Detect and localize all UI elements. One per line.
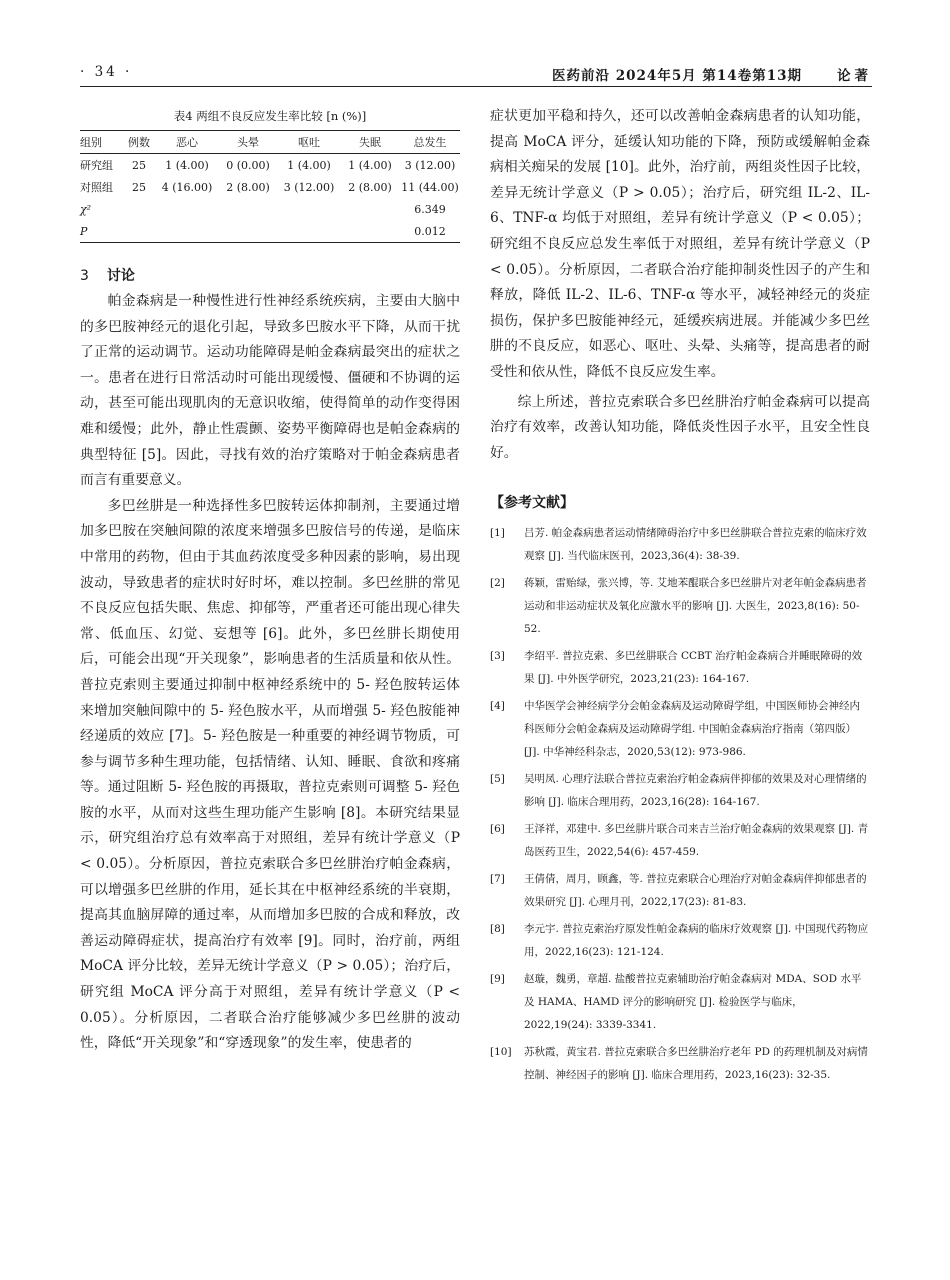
table-cell: 25 bbox=[132, 158, 146, 172]
references-heading: 【参考文献】 bbox=[490, 495, 574, 512]
reference-number: [5] bbox=[490, 773, 505, 786]
table-cell: 1 (4.00) bbox=[165, 158, 209, 172]
table-header: 头晕 bbox=[218, 131, 278, 154]
table-cell: χ² bbox=[80, 202, 92, 216]
section-title: 讨论 bbox=[106, 268, 135, 284]
reference-item bbox=[490, 695, 870, 764]
discussion-paragraph: 多巴丝肼是一种选择性多巴胺转运体抑制剂，主要通过增加多巴胺在突触间隙的浓度来增强多巴胺信号的传递，是临床中常用的药物，但由于其血药浓度受多种因素的影响，易出现波动，导致患者的症状时好时坏，难以控制。多巴丝肼的常见不良反应包括失眠、焦虑、抑郁等，严重者还可能出现心律失常、低血压、幻觉、妄想等 [6]。此外，多巴丝肼长期使用后，可能会出现“开关现象”，影响患者的生活质量和依从性。普拉克索则主要通过抑制中枢神经系统中的 5- 羟色胺转运体来增加突触间隙中的 5- 羟色胺水平，从而增强 5- 羟色胺能神经递质的效应 [7]。5- 羟色胺是一种重要的神经调节物质，可参与调节多种生理功能，包括情绪、认知、睡眠、食欲和疼痛等。通过阻断 5- 羟色胺的再摄取，普拉克索则可调整 5- 羟色胺的水平，从而对这些生理功能产生影响 [8]。本研究结果显示，研究组治疗总有效率高于对照组，差异有统计学意义（P < 0.05）。分析原因，普拉克索联合多巴丝肼治疗帕金森病，可以增强多巴丝肼的作用，延长其在中枢神经系统的半衰期，提高其血脑屏障的通过率，从而增加多巴胺的合成和释放，改善运动障碍症状，提高治疗有效率 [9]。同时，治疗前，两组 MoCA 评分比较，差异无统计学意义（P > 0.05）；治疗后，研究组 MoCA 评分高于对照组，差异有统计学意义（P < 0.05）。分析原因，二者联合治疗能够减少多巴丝肼的波动性，降低“开关现象”和“穿透现象”的发生率，使患者的 bbox=[80, 497, 460, 1052]
table-cell bbox=[340, 220, 400, 243]
reference-text: 蒋颖，雷贻绿，张兴博，等. 艾地苯醌联合多巴丝肼片对老年帕金森病患者运动和非运动症状及氧化应激水平的影响 [J]. 大医生，2023,8(16): 50-52. bbox=[524, 577, 867, 636]
table-cell: 25 bbox=[132, 180, 146, 194]
table-cell bbox=[156, 220, 218, 243]
reference-item bbox=[490, 522, 870, 568]
reference-number: [9] bbox=[490, 973, 505, 986]
table-row bbox=[80, 176, 460, 198]
conclusion-paragraph: 综上所述，普拉克索联合多巴丝肼治疗帕金森病可以提高治疗有效率，改善认知功能，降低炎性因子水平，且安全性良好。 bbox=[490, 393, 870, 461]
table-header: 组别 bbox=[80, 131, 122, 154]
reference-item bbox=[490, 818, 870, 864]
reference-number: [1] bbox=[490, 527, 505, 540]
reference-text: 王倩倩，周月，顾鑫，等. 普拉克索联合心理治疗对帕金森病伴抑郁患者的效果研究 [J]. 心理月刊，2022,17(23): 81-83. bbox=[524, 873, 867, 909]
reference-item bbox=[490, 1041, 870, 1087]
table-cell bbox=[122, 220, 156, 243]
discussion-heading bbox=[80, 265, 460, 285]
table-row bbox=[80, 198, 460, 220]
reference-item bbox=[490, 968, 870, 1037]
table-cell: P bbox=[80, 220, 122, 243]
page-header bbox=[80, 62, 872, 86]
reference-number: [2] bbox=[490, 577, 505, 590]
table-cell bbox=[218, 198, 278, 220]
table-caption: 表4 两组不良反应发生率比较 [n (%)] bbox=[173, 109, 367, 123]
reference-text: 苏秋霞，黄宝君. 普拉克索联合多巴丝肼治疗老年 PD 的药理机制及对病情控制、神经因子的影响 [J]. 临床合理用药，2023,16(23): 32-35. bbox=[524, 1046, 868, 1082]
reference-item bbox=[490, 768, 870, 814]
table-cell bbox=[278, 198, 340, 220]
table-cell: 3 (12.00) bbox=[283, 180, 335, 194]
section-number: 3 bbox=[80, 268, 89, 284]
discussion-paragraph: 帕金森病是一种慢性进行性神经系统疾病，主要由大脑中的多巴胺神经元的退化引起，导致多巴胺水平下降，从而干扰了正常的运动调节。运动功能障碍是帕金森病最突出的症状之一。患者在进行日常活动时可能出现缓慢、僵硬和不协调的运动，甚至可能出现肌肉的无意识收缩，使得简单的动作变得困难和缓慢；此外，静止性震颤、姿势平衡障碍也是帕金森病的典型特征 [5]。因此，寻找有效的治疗策略对于帕金森病患者而言有重要意义。 bbox=[80, 293, 460, 489]
table-header-row bbox=[80, 131, 460, 154]
table-header: 总发生 bbox=[400, 131, 460, 154]
reference-text: 吕芳. 帕金森病患者运动情绪障碍治疗中多巴丝肼联合普拉克索的临床疗效观察 [J]. 当代临床医刊，2023,36(4): 38-39. bbox=[524, 527, 867, 563]
table-header: 例数 bbox=[122, 131, 156, 154]
reference-item bbox=[490, 645, 870, 691]
left-column bbox=[80, 104, 460, 1057]
table-header: 呕吐 bbox=[278, 131, 340, 154]
reference-number: [10] bbox=[490, 1046, 512, 1059]
journal-info: 医药前沿 2024年5月 第14卷第13期 bbox=[552, 68, 802, 84]
table-cell bbox=[278, 220, 340, 243]
table-cell: 研究组 bbox=[80, 159, 113, 172]
table-cell: 2 (8.00) bbox=[226, 180, 270, 194]
section-label: 论著 bbox=[837, 68, 872, 84]
table-cell: 0.012 bbox=[400, 220, 460, 243]
table-cell: 2 (8.00) bbox=[348, 180, 392, 194]
reference-number: [6] bbox=[490, 823, 505, 836]
reference-number: [7] bbox=[490, 873, 505, 886]
table-cell bbox=[218, 220, 278, 243]
table-cell: 对照组 bbox=[80, 181, 113, 194]
adverse-reaction-table bbox=[80, 130, 460, 243]
table-header: 失眠 bbox=[340, 131, 400, 154]
table-cell bbox=[156, 198, 218, 220]
reference-item bbox=[490, 572, 870, 641]
header-rule bbox=[80, 86, 872, 87]
table-row bbox=[80, 154, 460, 177]
reference-number: [4] bbox=[490, 700, 505, 713]
table-cell: 0 (0.00) bbox=[226, 158, 270, 172]
reference-text: 中华医学会神经病学分会帕金森病及运动障碍学组，中国医师协会神经内科医师分会帕金森病及运动障碍学组. 中国帕金森病治疗指南（第四版）[J]. 中华神经科杂志，2020,53(12): 973-986. bbox=[524, 700, 860, 759]
reference-item bbox=[490, 918, 870, 964]
table-cell: 4 (16.00) bbox=[161, 180, 213, 194]
reference-number: [8] bbox=[490, 923, 505, 936]
table-cell bbox=[340, 198, 400, 220]
reference-text: 吴明凤. 心理疗法联合普拉克索治疗帕金森病伴抑郁的效果及对心理情绪的影响 [J]. 临床合理用药，2023,16(28): 164-167. bbox=[524, 773, 867, 809]
table-cell bbox=[122, 198, 156, 220]
page-number: · 34 · bbox=[80, 64, 133, 80]
table-cell: 11 (44.00) bbox=[401, 180, 459, 194]
reference-text: 李绍平. 普拉克索、多巴丝肼联合 CCBT 治疗帕金森病合并睡眠障碍的效果 [J]. 中外医学研究，2023,21(23): 164-167. bbox=[524, 650, 863, 686]
table-row bbox=[80, 220, 460, 243]
reference-text: 赵璇，魏勇，章超. 盐酸普拉克索辅助治疗帕金森病对 MDA、SOD 水平及 HAMA、HAMD 评分的影响研究 [J]. 检验医学与临床，2022,19(24): 3339-3341. bbox=[524, 973, 862, 1032]
table-cell: 6.349 bbox=[414, 202, 446, 216]
table-cell: 1 (4.00) bbox=[348, 158, 392, 172]
reference-list bbox=[490, 522, 870, 1087]
reference-item bbox=[490, 868, 870, 914]
table-header: 恶心 bbox=[156, 131, 218, 154]
reference-text: 李元宇. 普拉克索治疗原发性帕金森病的临床疗效观察 [J]. 中国现代药物应用，2022,16(23): 121-124. bbox=[524, 923, 869, 959]
reference-number: [3] bbox=[490, 650, 505, 663]
reference-text: 王泽祥，邓建中. 多巴丝肼片联合司来吉兰治疗帕金森病的效果观察 [J]. 青岛医药卫生，2022,54(6): 457-459. bbox=[524, 823, 869, 859]
discussion-paragraph: 症状更加平稳和持久，还可以改善帕金森病患者的认知功能，提高 MoCA 评分，延缓认知功能的下降，预防或缓解帕金森病相关痴呆的发展 [10]。此外，治疗前，两组炎性因子比较，差异无统计学意义（P > 0.05）；治疗后，研究组 IL-2、IL-6、TNF-α 均低于对照组，差异有统计学意义（P < 0.05）；研究组不良反应总发生率低于对照组，差异有统计学意义（P < 0.05）。分析原因，二者联合治疗能抑制炎性因子的产生和释放，降低 IL-2、IL-6、TNF-α 等水平，减轻神经元的炎症损伤，保护多巴胺能神经元，延缓疾病进展。并能减少多巴丝肼的不良反应，如恶心、呕吐、头晕、头痛等，提高患者的耐受性和依从性，降低不良反应发生率。 bbox=[490, 108, 870, 380]
right-column bbox=[490, 104, 870, 1091]
table-cell: 3 (12.00) bbox=[404, 158, 456, 172]
table-cell: 1 (4.00) bbox=[287, 158, 331, 172]
